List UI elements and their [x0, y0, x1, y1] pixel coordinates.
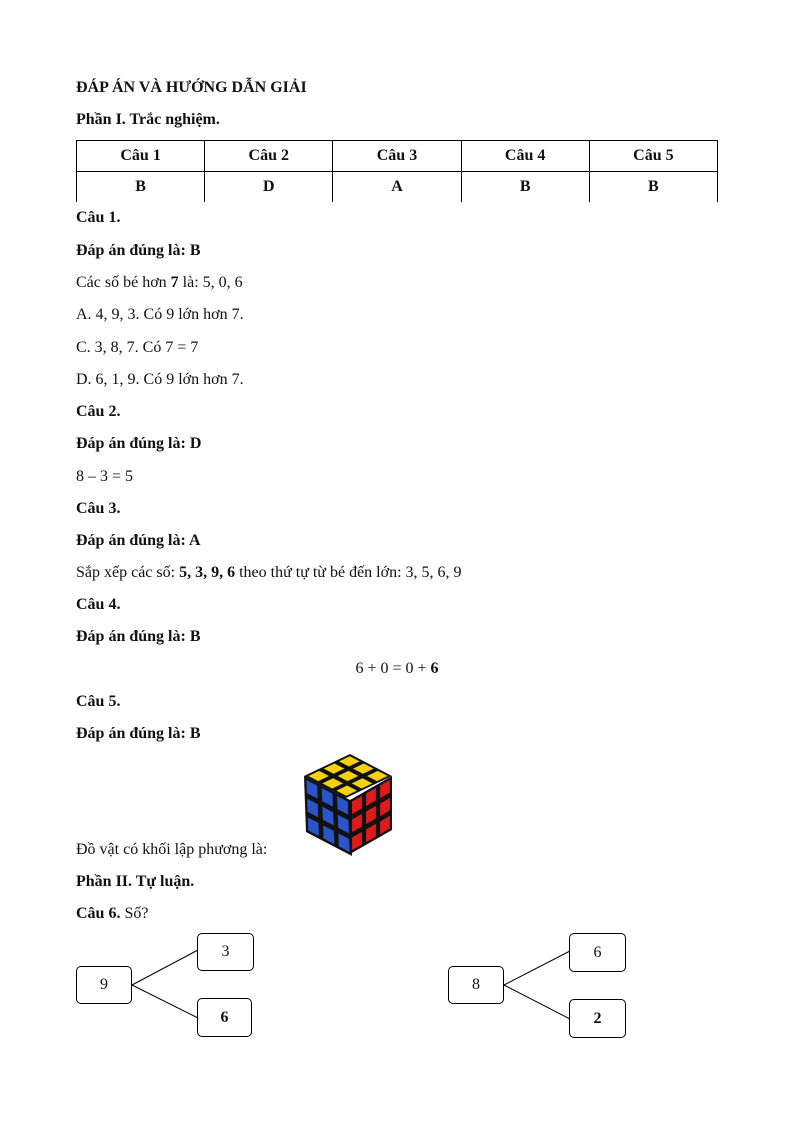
bond2-part-top-box: 6 [569, 933, 626, 972]
q1-option-a: A. 4, 9, 3. Có 9 lớn hơn 7. [76, 306, 244, 323]
q2-answer: Đáp án đúng là: D [76, 435, 202, 452]
part1-heading: Phần I. Trắc nghiệm. [76, 111, 220, 128]
part2-heading: Phần II. Tự luận. [76, 873, 195, 890]
header-cell: Câu 5 [589, 141, 717, 172]
q6-line [76, 904, 148, 924]
bond1-part-top-box: 3 [197, 933, 254, 971]
q4-equation [0, 659, 794, 679]
q1-explanation [76, 273, 243, 293]
bond2-part-bottom-box: 2 [569, 999, 626, 1038]
q1-expl-num: 7 [170, 274, 179, 291]
q4-eq-pre: 6 + 0 = 0 + [355, 660, 431, 677]
q3-heading: Câu 3. [76, 500, 121, 517]
q4-answer: Đáp án đúng là: B [76, 628, 201, 645]
bond1-part-bottom-box: 6 [197, 998, 252, 1037]
q1-answer: Đáp án đúng là: B [76, 242, 201, 259]
answer-cell: A [333, 172, 461, 203]
q1-expl-post: là: 5, 0, 6 [178, 274, 243, 291]
q1-option-d: D. 6, 1, 9. Có 9 lớn hơn 7. [76, 371, 244, 388]
q5-answer: Đáp án đúng là: B [76, 725, 201, 742]
answer-table-header-row [77, 141, 718, 172]
rubiks-cube-icon [300, 752, 396, 856]
answer-table [76, 140, 718, 202]
q4-eq-bold: 6 [430, 660, 439, 677]
bond1-whole-box: 9 [76, 966, 132, 1004]
page-title: ĐÁP ÁN VÀ HƯỚNG DẪN GIẢI [76, 79, 307, 96]
q3-answer: Đáp án đúng là: A [76, 532, 201, 549]
answer-cell: B [461, 172, 589, 203]
q6-heading: Câu 6. [76, 905, 121, 922]
answer-cell: D [205, 172, 333, 203]
q1-heading: Câu 1. [76, 209, 121, 226]
answer-cell: B [589, 172, 717, 203]
q1-option-c: C. 3, 8, 7. Có 7 = 7 [76, 339, 199, 356]
q3-expl-nums: 5, 3, 9, 6 [179, 564, 236, 581]
q3-explanation [76, 563, 462, 583]
answer-cell: B [77, 172, 205, 203]
q5-text: Đồ vật có khối lập phương là: [76, 841, 268, 858]
q3-expl-pre: Sắp xếp các số: [76, 564, 180, 581]
answer-table-answer-row [77, 172, 718, 203]
q2-heading: Câu 2. [76, 403, 121, 420]
q3-expl-post: theo thứ tự từ bé đến lớn: 3, 5, 6, 9 [235, 564, 462, 581]
header-cell: Câu 1 [77, 141, 205, 172]
header-cell: Câu 2 [205, 141, 333, 172]
q2-calculation: 8 – 3 = 5 [76, 468, 134, 485]
q1-expl-pre: Các số bé hơn [76, 274, 171, 291]
q6-prompt: Số? [120, 905, 149, 922]
q4-heading: Câu 4. [76, 596, 121, 613]
header-cell: Câu 4 [461, 141, 589, 172]
q5-heading: Câu 5. [76, 693, 121, 710]
bond2-whole-box: 8 [448, 966, 504, 1004]
header-cell: Câu 3 [333, 141, 461, 172]
